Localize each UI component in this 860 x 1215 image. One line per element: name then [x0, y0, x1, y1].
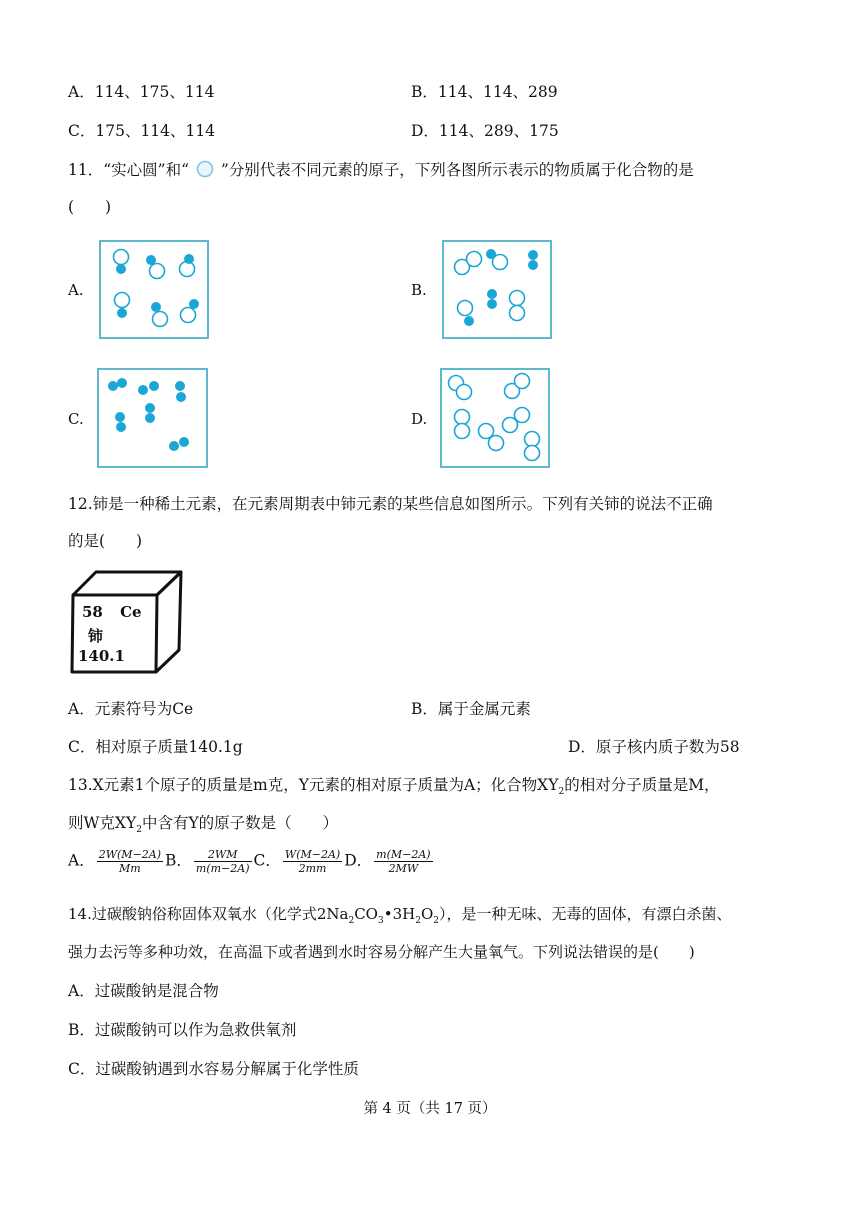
q11-label-c: C.	[68, 410, 84, 428]
molecule-box-c	[97, 368, 208, 468]
q13-line1-sub: 2	[558, 787, 565, 798]
q12-stem-line2: 的是( )	[68, 532, 143, 550]
fraction-denominator: Mm	[119, 862, 141, 875]
q10-option-d: D．114、289、175	[411, 122, 559, 140]
fraction-numerator: 2W(M−2A)	[98, 848, 162, 861]
element-atomic-number: 58	[82, 603, 103, 621]
q13-option-c-label: C．	[253, 851, 281, 870]
q10-option-c: C．175、114、114	[68, 122, 216, 140]
q14-line1-pre: 14.过碳酸钠俗称固体双氧水（化学式2Na	[68, 905, 349, 923]
molecule-diagram-c	[99, 370, 206, 466]
q13-option-d-label: D．	[344, 851, 373, 870]
q12-option-a: A．元素符号为Ce	[68, 700, 194, 718]
molecule-box-d	[440, 368, 550, 468]
q11-text-after: ”分别代表不同元素的原子，下列各图所示表示的物质属于化合物的是	[220, 161, 694, 179]
q14-stem-line1	[68, 903, 732, 926]
q13-option-b-label: B．	[165, 851, 192, 870]
q11-text-before: 11．“实心圆”和“	[68, 161, 189, 179]
q10-option-a: A．114、175、114	[68, 83, 215, 101]
fraction-denominator: 2mm	[298, 862, 327, 875]
q13-option-d-fraction	[374, 848, 432, 875]
q13-line2-pre: 则W克XY	[68, 814, 137, 832]
element-cube	[68, 568, 186, 678]
fraction-denominator: m(m−2A)	[195, 862, 250, 875]
q14-option-a: A．过碳酸钠是混合物	[68, 982, 219, 1000]
molecule-diagram-a	[101, 242, 207, 337]
molecule-diagram-b	[444, 242, 550, 337]
fraction-numerator: 2WM	[194, 848, 252, 862]
q13-stem-line1	[68, 773, 720, 797]
q14-sub4: 2	[433, 916, 439, 926]
q14-sub2: 3	[377, 916, 384, 926]
fraction-denominator: 2MW	[388, 862, 419, 875]
q13-stem-line2	[68, 811, 338, 835]
molecule-box-b	[442, 240, 552, 339]
molecule-diagram-d	[442, 370, 548, 466]
q13-options	[68, 848, 435, 875]
q12-option-d: D．原子核内质子数为58	[568, 738, 740, 756]
page-footer: 第 4 页（共 17 页）	[363, 1101, 497, 1117]
q12-stem-line1: 12.铈是一种稀土元素，在元素周期表中铈元素的某些信息如图所示。下列有关铈的说法不正确	[68, 495, 713, 513]
q14-stem-line2: 强力去污等多种功效，在高温下或者遇到水时容易分解产生大量氧气。下列说法错误的是( )	[68, 943, 695, 961]
element-symbol: Ce	[120, 603, 142, 621]
q14-sub3: 2	[415, 916, 421, 926]
element-name: 铈	[88, 627, 104, 645]
q11-label-d: D.	[411, 410, 428, 428]
q14-option-c: C．过碳酸钠遇到水容易分解属于化学性质	[68, 1060, 359, 1078]
q13-line1-pre: 13.X元素1个原子的质量是m克，Y元素的相对原子质量为A；化合物XY	[68, 776, 559, 794]
q12-option-b: B．属于金属元素	[411, 700, 531, 718]
fraction-numerator: W(M−2A)	[284, 848, 341, 861]
q14-mid2: •3H	[383, 905, 416, 923]
q14-mid1: CO	[354, 905, 378, 923]
fraction-numerator: m(M−2A)	[376, 848, 431, 861]
open-circle-icon	[194, 160, 216, 178]
molecule-box-a	[99, 240, 209, 339]
q13-option-c-fraction	[283, 848, 342, 875]
q11-stem	[68, 158, 694, 180]
q10-option-b: B．114、114、289	[411, 83, 558, 101]
q13-line1-post: 的相对分子质量是M，	[564, 776, 720, 794]
q13-option-a-label: A．	[68, 851, 95, 870]
q13-line2-post: 中含有Y的原子数是（ ）	[141, 814, 339, 832]
q14-line1-post: ），是一种无味、无毒的固体，有漂白杀菌、	[438, 905, 732, 923]
q11-label-b: B.	[411, 281, 427, 299]
element-atomic-mass: 140.1	[78, 647, 125, 665]
q11-label-a: A.	[68, 281, 84, 299]
q12-option-c: C．相对原子质量140.1g	[68, 738, 243, 756]
q13-option-a-fraction	[97, 848, 163, 875]
q11-paren: ( )	[68, 198, 112, 216]
q13-option-b-fraction	[194, 848, 252, 875]
q13-line2-sub: 2	[136, 825, 142, 836]
q14-option-b: B．过碳酸钠可以作为急救供氧剂	[68, 1021, 297, 1039]
q14-mid3: O	[420, 905, 434, 923]
q14-sub1: 2	[348, 916, 355, 926]
